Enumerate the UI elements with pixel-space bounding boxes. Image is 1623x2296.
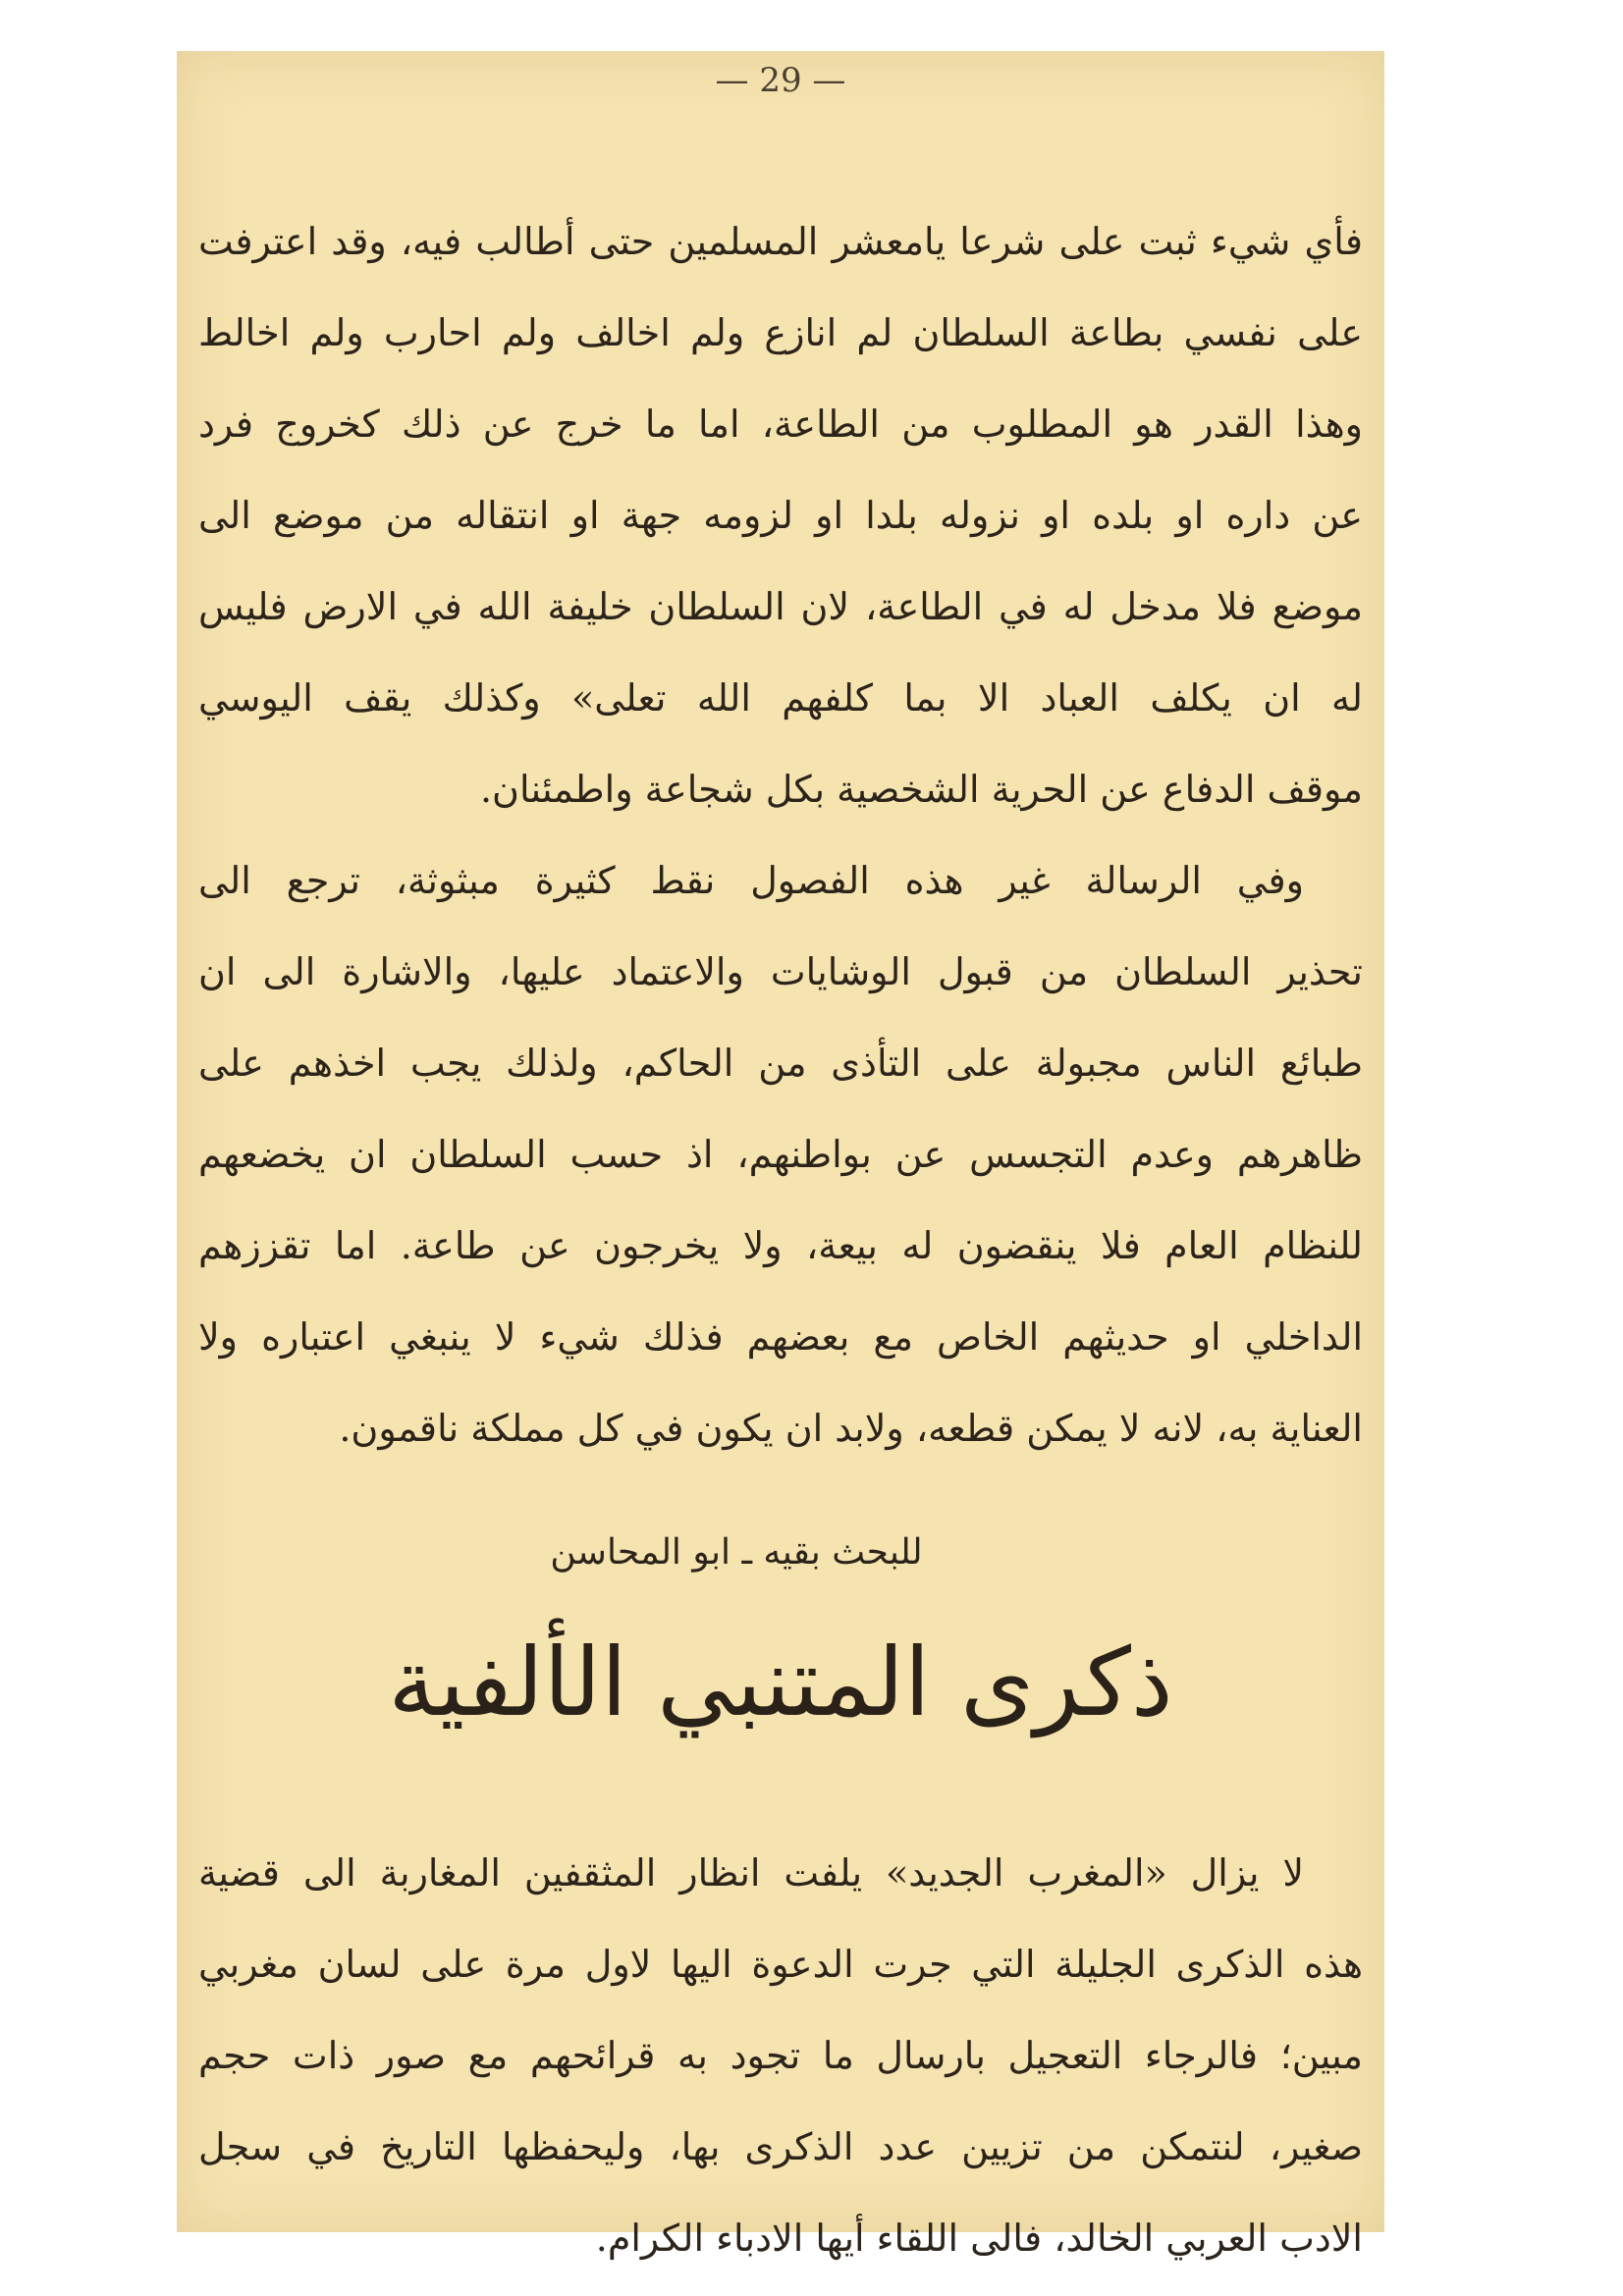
text-line: ظاهرهم وعدم التجسس عن بواطنهم، اذ حسب السلطان ان يخضعهم <box>198 1133 1363 1176</box>
text-line: موقف الدفاع عن الحرية الشخصية بكل شجاعة واطمئنان. <box>479 768 1363 811</box>
text-line: له ان يكلف العباد الا بما كلفهم الله تعلى» وكذلك يقف اليوسي <box>198 676 1363 720</box>
paragraph <box>198 1828 1363 2284</box>
text-line: عن داره او بلده او نزوله بلدا او لزومه جهة او انتقاله من موضع الى <box>198 494 1363 537</box>
article-body <box>198 1828 1363 2284</box>
text-line: العناية به، لانه لا يمكن قطعه، ولابد ان يكون في كل مملكة ناقمون. <box>339 1407 1363 1450</box>
text-line: لا يزال «المغرب الجديد» يلفت انظار المثقفين المغاربة الى قضية <box>198 1851 1304 1895</box>
paragraph <box>198 835 1363 1474</box>
text-line: فأي شيء ثبت على شرعا يامعشر المسلمين حتى أطالب فيه، وقد اعترفت <box>198 220 1363 263</box>
text-line: الداخلي او حديثهم الخاص مع بعضهم فذلك شيء لا ينبغي اعتباره ولا <box>198 1315 1363 1359</box>
scanned-page <box>177 51 1384 2260</box>
text-line: تحذير السلطان من قبول الوشايات والاعتماد عليها، والاشارة الى ان <box>198 950 1363 993</box>
text-line: وفي الرسالة غير هذه الفصول نقط كثيرة مبثوثة، ترجع الى <box>198 859 1304 902</box>
text-line: طبائع الناس مجبولة على التأذى من الحاكم، ولذلك يجب اخذهم على <box>198 1041 1363 1085</box>
text-line: للنظام العام فلا ينقضون له بيعة، ولا يخرجون عن طاعة. اما تقززهم <box>198 1224 1363 1267</box>
text-line: موضع فلا مدخل له في الطاعة، لان السلطان خليفة الله في الارض فليس <box>198 585 1363 628</box>
text-line: وهذا القدر هو المطلوب من الطاعة، اما ما خرج عن ذلك كخروج فرد <box>198 402 1363 446</box>
article-continuation <box>198 196 1363 1474</box>
page-number: — 29 — <box>715 61 846 100</box>
text-line: الادب العربي الخالد، فالى اللقاء أيها الادباء الكرام. <box>595 2216 1363 2260</box>
paragraph <box>198 196 1363 835</box>
text-line: صغير، لنتمكن من تزيين عدد الذكرى بها، وليحفظها التاريخ في سجل <box>198 2125 1363 2168</box>
text-line: على نفسي بطاعة السلطان لم انازع ولم اخالف ولم احارب ولم اخالط <box>198 311 1363 354</box>
text-line: هذه الذكرى الجليلة التي جرت الدعوة اليها لاول مرة على لسان مغربي <box>198 1943 1363 1986</box>
article-title: ذكرى المتنبي الألفية <box>388 1628 1173 1737</box>
author-signature: للبحث بقيه ـ ابو المحاسن <box>550 1532 923 1573</box>
text-line: مبين؛ فالرجاء التعجيل بارسال ما تجود به قرائحهم مع صور ذات حجم <box>198 2034 1363 2077</box>
